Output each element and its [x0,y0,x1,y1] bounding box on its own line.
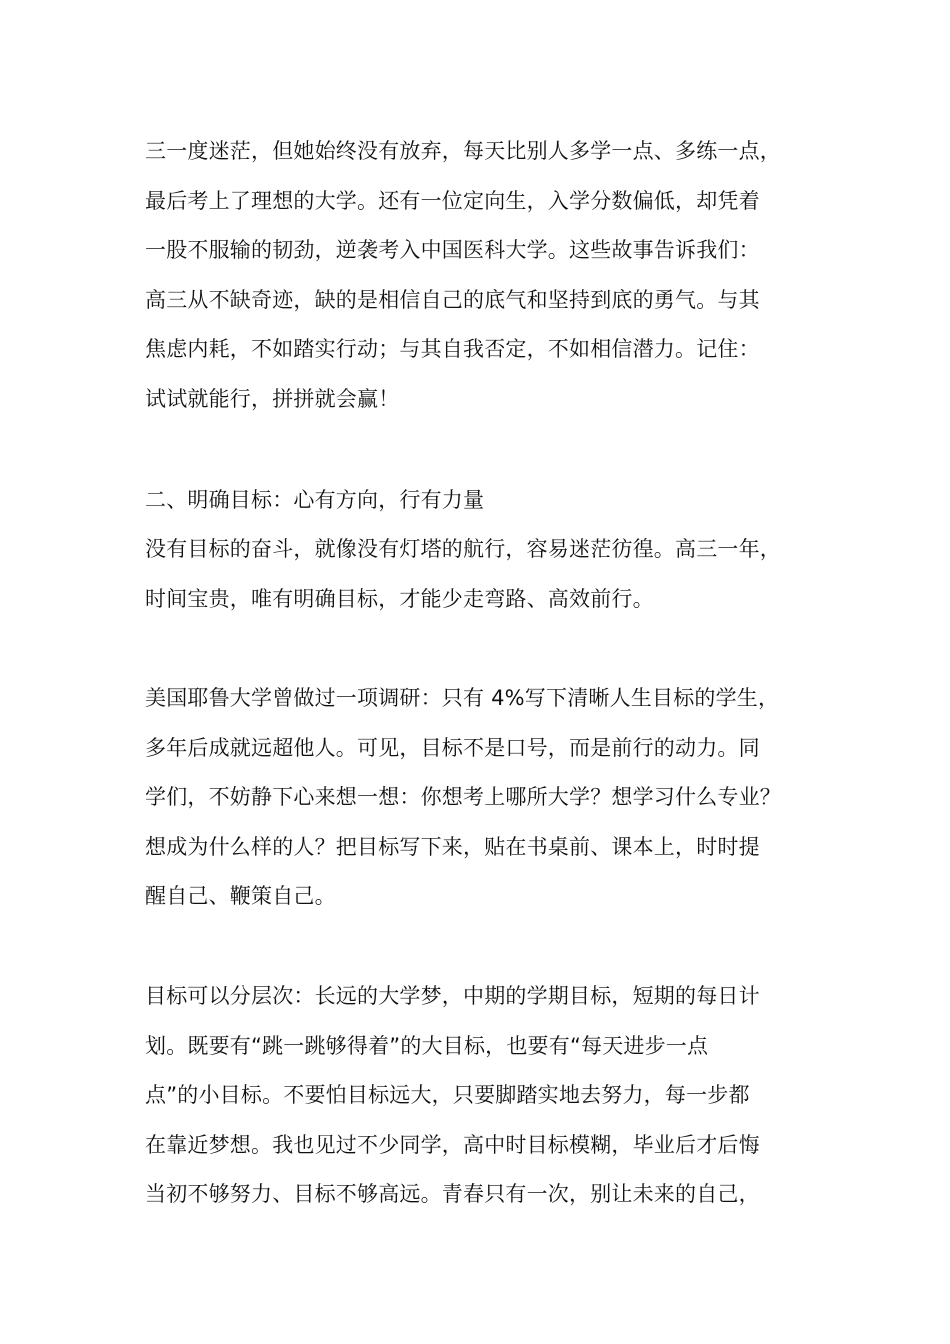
text-line: 醒自己、鞭策自己。 [145,884,336,908]
text-line: 多年后成就远超他人。可见，目标不是口号，而是前行的动力。同 [145,735,760,760]
paragraph-1 [145,127,845,424]
text-line: 当初不够努力、目标不够高远。青春只有一次，别让未来的自己， [145,1182,760,1206]
text-line: 高三从不缺奇迹，缺的是相信自己的底气和坚持到底的勇气。与其 [145,287,760,312]
text-line: 划。既要有“跳一跳够得着”的大目标，也要有“每天进步一点 [145,1033,709,1058]
paragraph-3 [145,674,845,922]
text-line: 焦虑内耗，不如踏实行动；与其自我否定，不如相信潜力。记住： [145,337,760,361]
text-line: 点”的小目标。不要怕目标远大，只要脚踏实地去努力，每一步都 [145,1083,750,1107]
text-line: 美国耶鲁大学曾做过一项调研：只有 4%写下清晰人生目标的学生， [145,686,780,710]
section-heading [145,476,845,526]
paragraph-4 [145,972,845,1220]
text-line: 想成为什么样的人？把目标写下来，贴在书桌前、课本上，时时提 [145,834,760,859]
section-2-heading: 二、明确目标：心有方向，行有力量 [145,488,485,512]
text-line: 目标可以分层次：长远的大学梦，中期的学期目标，短期的每日计 [145,984,760,1008]
text-line: 在靠近梦想。我也见过不少同学，高中时目标模糊，毕业后才后悔 [145,1132,760,1157]
text-line: 三一度迷茫，但她始终没有放弃，每天比别人多学一点、多练一点， [145,139,781,163]
text-line: 学们，不妨静下心来想一想：你想考上哪所大学？想学习什么专业？ [145,785,781,809]
text-line: 最后考上了理想的大学。还有一位定向生，入学分数偏低，却凭着 [145,188,760,213]
text-line: 试试就能行，拼拼就会赢！ [145,386,400,411]
text-line: 一股不服输的韧劲，逆袭考入中国医科大学。这些故事告诉我们： [145,238,760,262]
text-line: 没有目标的奋斗，就像没有灯塔的航行，容易迷茫彷徨。高三一年， [145,537,781,561]
paragraph-2 [145,525,845,624]
text-line: 时间宝贵，唯有明确目标，才能少走弯路、高效前行。 [145,586,654,611]
